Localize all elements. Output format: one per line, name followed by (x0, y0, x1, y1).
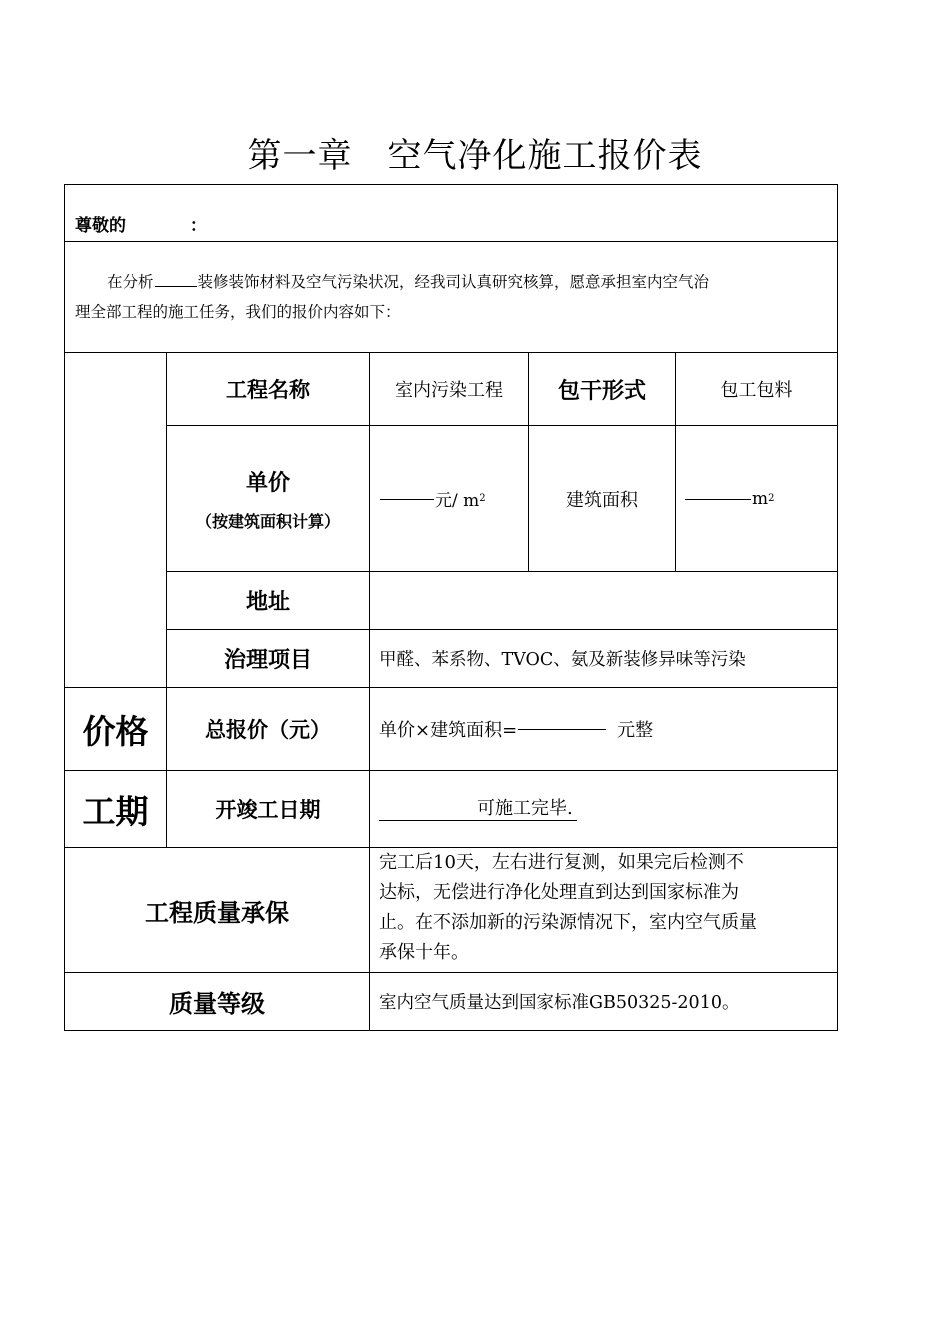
intro-line-1-text: 装修装饰材料及空气污染状况，经我司认真研究核算，愿意承担室内空气治 (197, 273, 710, 291)
warranty-line: 完工后10天，左右进行复测，如果完后检测不 (379, 852, 744, 873)
building-area-sup: 2 (768, 493, 775, 504)
contract-form-label: 包干形式 (557, 378, 646, 404)
salutation (75, 211, 207, 236)
building-area-unit: m (752, 488, 769, 509)
project-name-label: 工程名称 (226, 378, 310, 402)
schedule-text: 可施工完毕. (477, 797, 573, 819)
quotation-table (64, 184, 838, 1031)
warranty-text (379, 848, 835, 968)
address-label: 地址 (245, 590, 290, 615)
schedule-value (370, 771, 837, 847)
unit-price-sup: 2 (479, 493, 486, 504)
quality-grade-label: 质量等级 (169, 990, 265, 1018)
schedule-label: 开竣工日期 (215, 798, 321, 822)
intro-prefix: 在分析 (107, 273, 154, 291)
unit-price-value (370, 426, 528, 571)
contract-form-value: 包工包料 (720, 380, 793, 401)
client-name-blank[interactable] (155, 285, 197, 287)
building-area-label: 建筑面积 (566, 489, 638, 511)
intro-line-2: 理全部工程的施工任务，我们的报价内容如下： (75, 303, 401, 321)
unit-price-unit: 元/ m (435, 491, 480, 511)
warranty-line: 止。在不添加新的污染源情况下，室内空气质量 (379, 912, 757, 933)
address-value[interactable] (370, 572, 837, 629)
warranty-line: 达标，无偿进行净化处理直到达到国家标准为 (379, 882, 739, 903)
total-price-value (370, 688, 837, 770)
unit-price-label-cell (167, 426, 369, 571)
warranty-line: 承保十年。 (379, 942, 469, 963)
unit-price-note: （按建筑面积计算） (195, 511, 340, 531)
salutation-label: 尊敬的 (75, 216, 126, 236)
quality-grade-value: 室内空气质量达到国家标准GB50325-2010。 (379, 993, 740, 1013)
page-title: 第一章 空气净化施工报价表 (247, 136, 703, 176)
intro-paragraph (75, 267, 835, 327)
building-area-blank[interactable] (685, 498, 751, 500)
project-name-value: 室内污染工程 (395, 380, 503, 401)
treatment-label: 治理项目 (223, 648, 312, 673)
price-section-label: 价格 (82, 711, 149, 751)
building-area-value (676, 426, 837, 571)
schedule-underlined[interactable] (379, 798, 577, 821)
intro-line-1 (75, 267, 835, 297)
unit-price-blank[interactable] (380, 498, 434, 500)
total-price-blank[interactable] (518, 728, 606, 730)
unit-price-label: 单价 (245, 470, 290, 496)
total-price-formula: 单价×建筑面积= (379, 720, 518, 741)
total-price-label: 总报价（元） (205, 718, 331, 742)
salutation-colon: ： (189, 216, 207, 236)
warranty-label: 工程质量承保 (145, 898, 289, 927)
period-section-label: 工期 (82, 791, 149, 831)
total-price-suffix: 元整 (617, 720, 654, 741)
treatment-value: 甲醛、苯系物、TVOC、氨及新装修异味等污染 (379, 650, 746, 670)
